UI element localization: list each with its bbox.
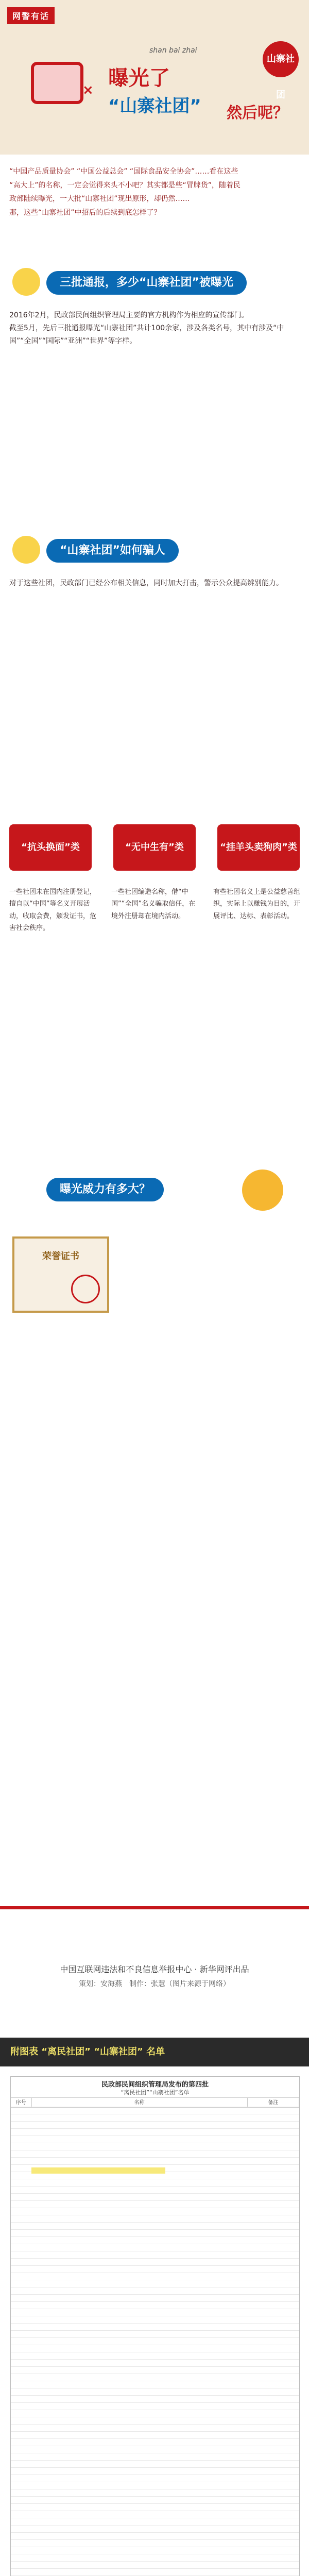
table-subtitle: “离民社团”“山寨社团”名单 [121, 2089, 190, 2096]
list-title: 附图表 “离民社团” “山寨社团” 名单 [10, 2046, 165, 2057]
intro-line: 那，这些“山寨社团”中招后的后续到底怎样了？ [9, 208, 161, 217]
flash-icon [12, 536, 40, 564]
category-description: 一些社团未在国内注册登记，擅自以“中国”等名义开展活动，收取会费，颁发证书，危害社会秩序。 [9, 888, 97, 933]
headline-part-c: 然后呢？ [227, 104, 288, 122]
section-title-pill: “山寨社团”如何骗人 [46, 539, 179, 563]
name-list-table [10, 2076, 300, 2576]
credit-line: 策划：安海燕 制作：张慧（图片来源于网络） [79, 1980, 230, 1988]
intro-line: “中国产品质量协会” “中国公益总会” “国际食品安全协会”……看在这些 [9, 167, 238, 176]
flash-icon [12, 268, 40, 296]
category-label: “抗头换面”类 [21, 842, 80, 853]
highlight-row [31, 2167, 165, 2174]
intro-text [9, 165, 298, 219]
section-title [0, 536, 309, 567]
paragraph-line: 2016年2月，民政部民间组织管理局主要的官方机构作为相应的宣传部门。 [9, 311, 249, 319]
category-card [113, 824, 196, 871]
paragraph-line: 截至5月，先后三批通报曝光“山寨社团”共计100余家，涉及各类名号，其中有涉及“中国”“全国”“国际”“亚洲”“世界”等字样。 [9, 324, 284, 346]
stamp-icon [71, 1275, 100, 1303]
section-title-pill: 曝光威力有多大？ [46, 1178, 164, 1201]
sun-icon [242, 1170, 283, 1211]
divider [0, 1906, 309, 1909]
table-rows [11, 2107, 299, 2576]
category-label: “无中生有”类 [125, 842, 184, 853]
section-title-pill: 三批通报，多少“山寨社团”被曝光 [46, 271, 247, 295]
lock-icon [31, 62, 83, 104]
table-header-cell: 备注 [248, 2098, 299, 2107]
brand-badge: 网警有话 [7, 7, 55, 24]
category-description: 有些社团名义上是公益慈善组织，实际上以赚钱为目的，开展评比、达标、表彰活动。 [213, 888, 301, 920]
source-credit [0, 1947, 309, 2030]
table-header-cell: 序号 [11, 2098, 32, 2107]
headline-part-a: 曝光了 [108, 66, 170, 90]
paragraph [9, 577, 298, 793]
section-title [0, 1175, 309, 1206]
table-header [11, 2097, 299, 2108]
paragraph-line: 对于这些社团，民政部门已经公布相关信息，同时加大打击，警示公众提高辨别能力。 [9, 579, 283, 587]
pinyin-text: shan bai zhai [149, 46, 197, 55]
section-title [0, 268, 309, 299]
list-title-bar [0, 2038, 309, 2066]
paragraph [9, 309, 298, 443]
category-label: “挂羊头卖狗肉”类 [220, 842, 297, 853]
intro-line: 政部陆续曝光，一大批“山寨社团”现出原形，却仍然…… [9, 195, 190, 204]
table-title: 民政部民间组织管理局发布的第四批 [101, 2081, 209, 2089]
certificate-image [12, 1236, 109, 1313]
source-line: 中国互联网违法和不良信息举报中心 · 新华网评出品 [60, 1964, 249, 1974]
table-header-cell: 名称 [32, 2098, 248, 2107]
certificate-title: 荣誉证书 [42, 1251, 79, 1262]
headline [108, 62, 304, 124]
warning-icon: × [82, 82, 94, 98]
category-descriptions [9, 886, 300, 1103]
banner [0, 0, 309, 155]
headline-part-b: “山寨社团” [108, 96, 201, 116]
category-card [9, 824, 92, 871]
category-description: 一些社团编造名称，借“中国”“全国”名义骗取信任，在境外注册却在境内活动。 [111, 888, 196, 920]
category-cards [9, 824, 300, 876]
intro-line: “高大上”的名称，一定会觉得来头不小吧？其实都是些“冒牌货”，随着民 [9, 181, 241, 190]
tag-circle: 山寨社团 [263, 41, 299, 77]
category-card [217, 824, 300, 871]
